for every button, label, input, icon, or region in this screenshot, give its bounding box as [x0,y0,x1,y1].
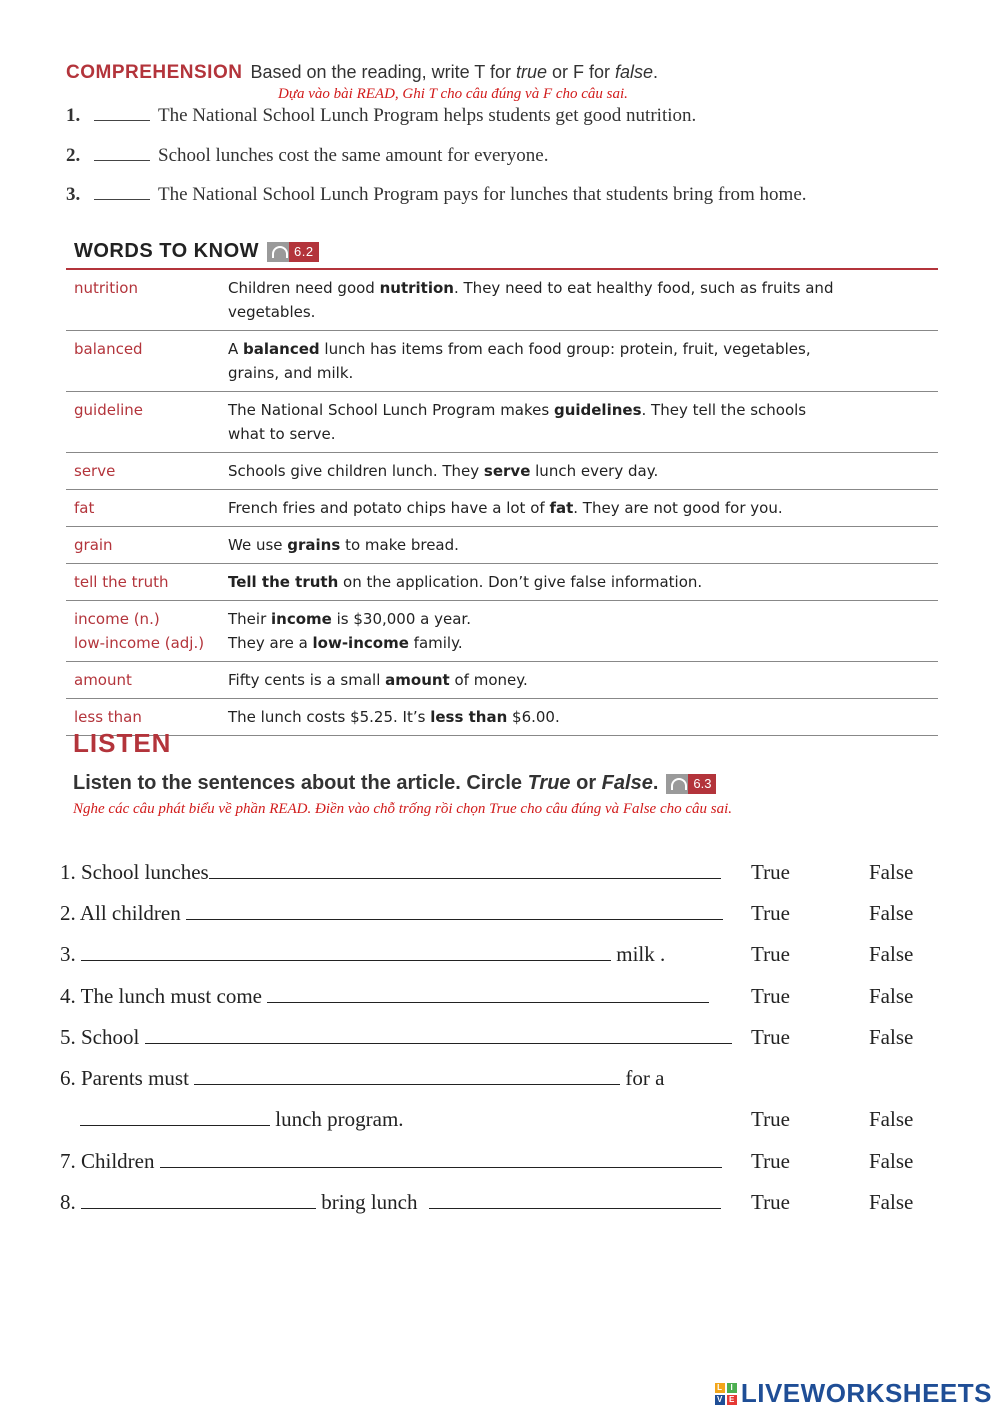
words-to-know-table [66,268,938,736]
false-option-4[interactable]: False [869,984,914,1008]
liveworksheets-logo [715,1378,992,1409]
comprehension-note-vi: Dựa vào bài READ, Ghi T cho câu đúng và F cho câu sai. [278,86,628,102]
table-row: nutrition Children need good nutrition. They need to eat healthy food, such as fruits and vegetables. [66,269,938,331]
true-option-7[interactable]: True [751,1149,790,1173]
true-option-4[interactable]: True [751,984,790,1008]
fill-blank[interactable] [81,1190,316,1209]
listen-question-1: 1. School lunches [60,860,721,885]
answer-blank-3[interactable] [94,183,150,200]
false-option-8[interactable]: False [869,1190,914,1214]
fill-blank[interactable] [194,1066,620,1085]
comprehension-item-1: 1. The National School Lunch Program helps students get good nutrition. [66,105,697,126]
liveworksheets-logo-icon: L I V E [715,1383,737,1405]
words-to-know-title: WORDS TO KNOW [74,240,260,262]
comprehension-title: COMPREHENSION [66,62,243,83]
comprehension-item-3: 3. The National School Lunch Program pays for lunches that students bring from home. [66,184,807,205]
listen-question-8: 8. bring lunch [60,1190,721,1215]
true-option-1[interactable]: True [751,860,790,884]
listen-note-vi: Nghe các câu phát biểu về phần READ. Điền vào chỗ trống rồi chọn True cho câu đúng và False cho câu sai. [73,801,733,817]
true-option-3[interactable]: True [751,942,790,966]
listen-question-6: 6. Parents must for a [60,1066,665,1090]
comprehension-instruction: Based on the reading, write T for true or F for false. [250,62,659,82]
true-option-5[interactable]: True [751,1025,790,1049]
listen-question-4: 4. The lunch must come [60,984,709,1009]
table-row: income (n.) low-income (adj.) Their income is $30,000 a year. They are a low-income family. [66,601,938,662]
words-to-know-header [74,240,319,263]
fill-blank[interactable] [209,860,721,879]
listen-question-7: 7. Children [60,1149,722,1174]
table-row: guideline The National School Lunch Program makes guidelines. They tell the schools what to serve. [66,392,938,453]
fill-blank[interactable] [429,1190,721,1209]
false-option-3[interactable]: False [869,942,914,966]
answer-blank-2[interactable] [94,144,150,161]
listen-instruction: Listen to the sentences about the article. Circle True or False. 6.3 [73,772,716,795]
audio-track-6-2[interactable]: 6.2 [267,242,319,262]
comprehension-item-2: 2. School lunches cost the same amount for everyone. [66,145,549,166]
false-option-6[interactable]: False [869,1107,914,1131]
table-row: serve Schools give children lunch. They serve lunch every day. [66,453,938,490]
false-option-2[interactable]: False [869,901,914,925]
table-row: balanced A balanced lunch has items from each food group: protein, fruit, vegetables, grains, and milk. [66,331,938,392]
true-option-2[interactable]: True [751,901,790,925]
fill-blank[interactable] [186,901,723,920]
false-option-1[interactable]: False [869,860,914,884]
table-row: amount Fifty cents is a small amount of money. [66,662,938,699]
headphones-icon [267,242,289,262]
fill-blank[interactable] [160,1149,722,1168]
listen-question-3: 3. milk . [60,942,666,966]
answer-blank-1[interactable] [94,104,150,121]
fill-blank[interactable] [267,984,709,1003]
listen-question-5: 5. School [60,1025,732,1050]
table-row: tell the truth Tell the truth on the application. Don’t give false information. [66,564,938,601]
true-option-8[interactable]: True [751,1190,790,1214]
fill-blank[interactable] [80,1107,270,1126]
listen-title: LISTEN [73,728,172,758]
false-option-7[interactable]: False [869,1149,914,1173]
false-option-5[interactable]: False [869,1025,914,1049]
true-option-6[interactable]: True [751,1107,790,1131]
comprehension-header [66,62,658,84]
liveworksheets-brand: LIVEWORKSHEETS [740,1378,992,1408]
listen-question-2: 2. All children [60,901,723,926]
fill-blank[interactable] [145,1025,732,1044]
table-row: fat French fries and potato chips have a lot of fat. They are not good for you. [66,490,938,527]
listen-question-6-cont: lunch program. [80,1107,404,1132]
table-row: grain We use grains to make bread. [66,527,938,564]
audio-track-6-3[interactable]: 6.3 [666,774,716,794]
table-row: less than The lunch costs $5.25. It’s less than $6.00. [66,699,938,736]
fill-blank[interactable] [81,942,611,961]
headphones-icon [666,774,688,794]
